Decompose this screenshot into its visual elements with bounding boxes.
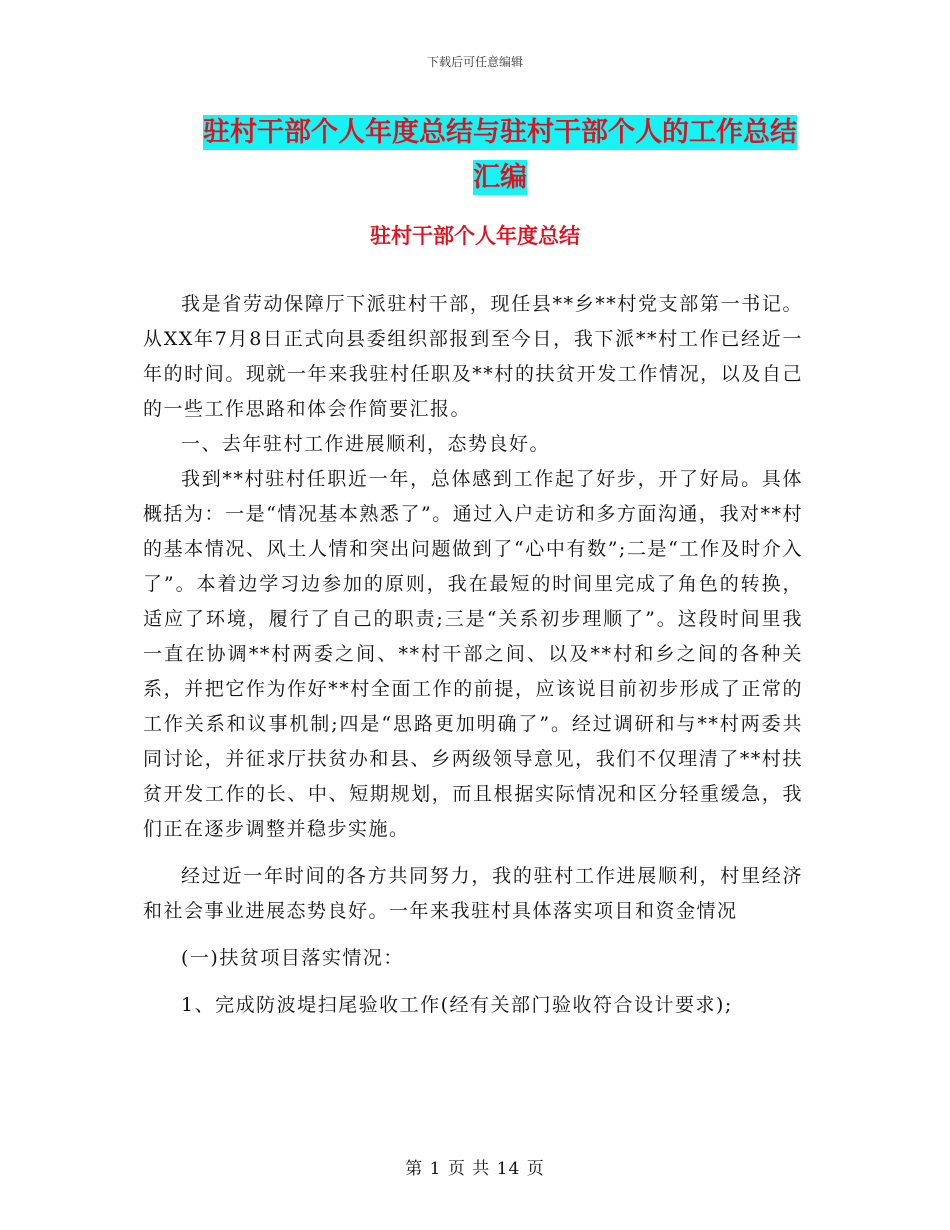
page-footer: 第 1 页 共 14 页 <box>405 1159 545 1179</box>
body-paragraph: 一、去年驻村工作进展顺利，态势良好。 <box>181 433 551 455</box>
body-paragraph: 我到**村驻村任职近一年，总体感到工作起了好步，开了好局。具体概括为：一是“情况基本熟悉了”。通过入户走访和多方面沟通，我对**村的基本情况、风土人情和突出问题做到了“心中有数”;二是“工作及时介入了”。本着边学习边参加的原则，我在最短的时间里完成了角色的转换，适应了环境，履行了自己的职责;三是“关系初步理顺了”。这段时间里我一直在协调**村两委之间、**村干部之间、以及**村和乡之间的各种关系，并把它作为作好**村全面工作的前提，应该说目前初步形成了正常的工作关系和议事机制;四是“思路更加明确了”。经过调研和与**村两委共同讨论，并征求厅扶贫办和县、乡两级领导意见，我们不仅理清了**村扶贫开发工作的长、中、短期规划，而且根据实际情况和区分轻重缓急，我们正在逐步调整并稳步实施。 <box>143 468 803 840</box>
body-paragraph: 1、完成防波堤扫尾验收工作(经有关部门验收符合设计要求); <box>181 994 733 1016</box>
body-paragraph: 我是省劳动保障厅下派驻村干部，现任县**乡**村党支部第一书记。从XX年7月8日正式向县委组织部报到至今日，我下派**村工作已经近一年的时间。现就一年来我驻村任职及**村的扶贫开发工作情况，以及自己的一些工作思路和体会作简要汇报。 <box>143 293 803 420</box>
document-body <box>143 287 803 1023</box>
body-paragraph: 经过近一年时间的各方共同努力，我的驻村工作进展顺利，村里经济和社会事业进展态势良好。一年来我驻村具体落实项目和资金情况 <box>143 865 803 922</box>
section-title: 驻村干部个人年度总结 <box>370 224 580 248</box>
document-title-text: 驻村干部个人年度总结与驻村干部个人的工作总结汇编 <box>203 117 797 193</box>
body-paragraph: (一)扶贫项目落实情况： <box>181 947 404 969</box>
page-header-note: 下载后可任意编辑 <box>426 55 523 69</box>
document-title <box>190 110 810 200</box>
